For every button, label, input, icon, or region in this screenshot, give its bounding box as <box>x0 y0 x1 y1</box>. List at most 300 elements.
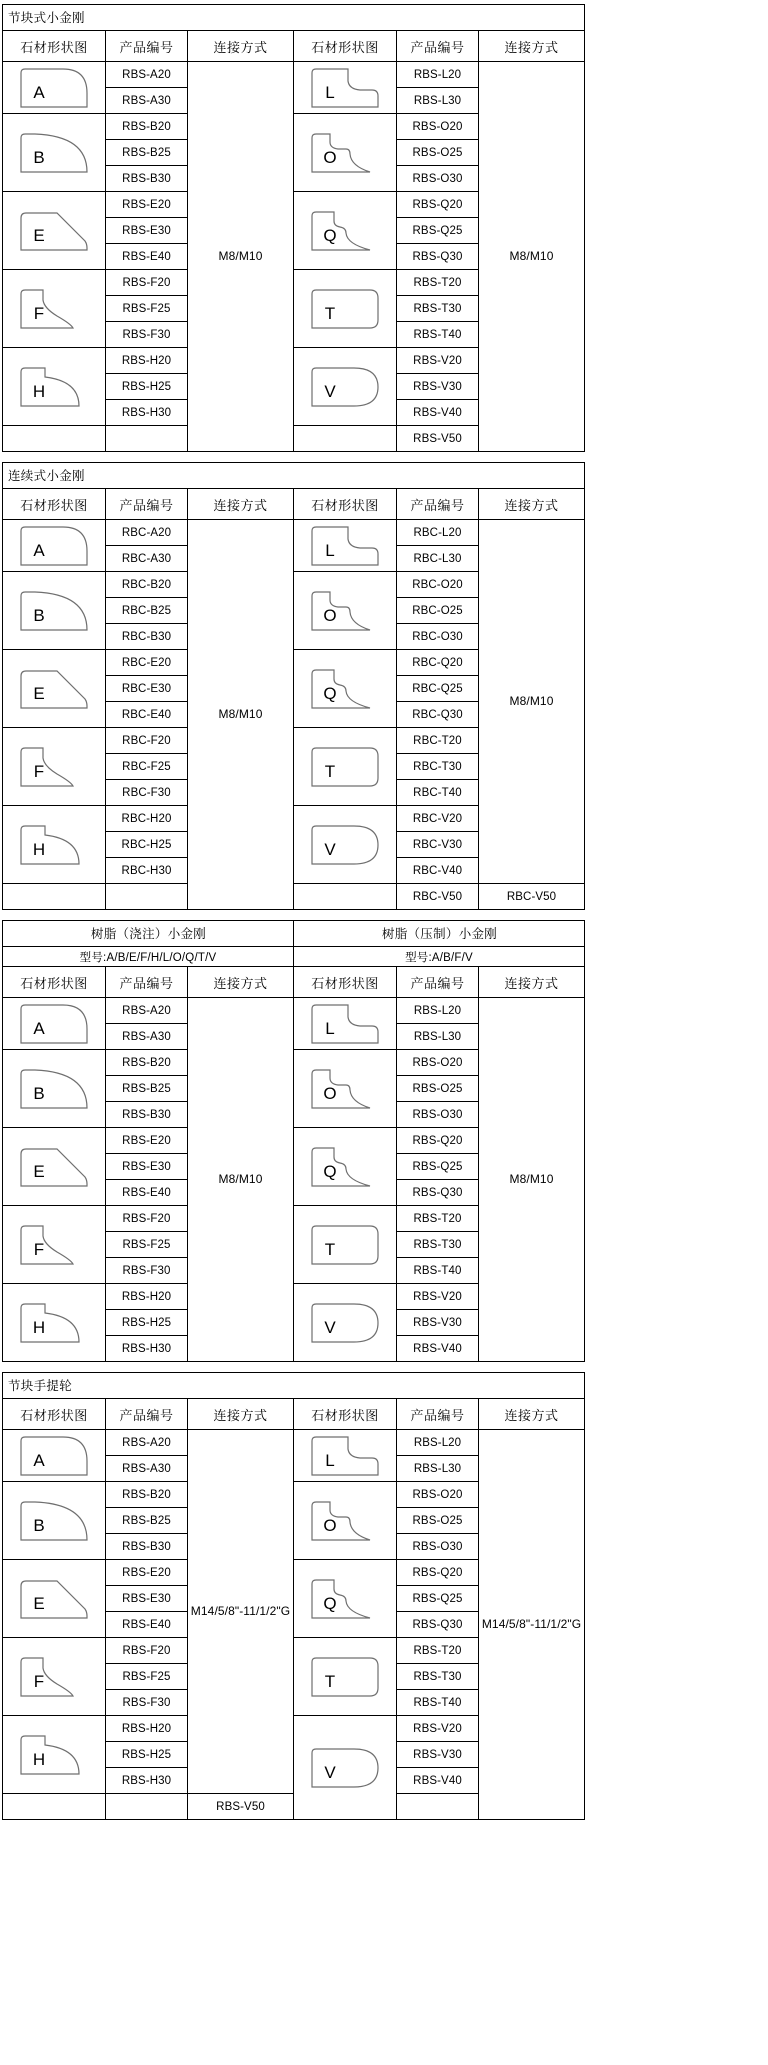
shape-cell-left <box>3 192 106 270</box>
product-code-left: RBC-F30 <box>106 780 188 806</box>
stone-profile-o-icon <box>308 130 382 176</box>
stone-profile-v-icon <box>308 1745 382 1791</box>
product-code-left: RBC-A30 <box>106 546 188 572</box>
product-code-left: RBC-H30 <box>106 858 188 884</box>
connection-right: M8/M10 <box>479 520 585 884</box>
stone-profile-t-icon <box>308 1222 382 1268</box>
product-code-right: RBS-Q30 <box>397 1180 479 1206</box>
product-code-left: RBC-F20 <box>106 728 188 754</box>
shape-cell-right <box>294 114 397 192</box>
product-code-right: RBS-O20 <box>397 1482 479 1508</box>
product-code-left: RBS-E20 <box>106 1560 188 1586</box>
svg-text:B: B <box>33 605 45 625</box>
product-code-left: RBS-F30 <box>106 322 188 348</box>
header-shape-left: 石材形状图 <box>3 1399 106 1430</box>
product-code-left: RBS-B25 <box>106 140 188 166</box>
product-code-right: RBS-T20 <box>397 1638 479 1664</box>
product-code-right: RBC-T20 <box>397 728 479 754</box>
stone-profile-a-icon <box>17 1001 91 1047</box>
stone-profile-e-icon <box>17 1144 91 1190</box>
header-shape-right: 石材形状图 <box>294 1399 397 1430</box>
shape-cell-right <box>294 998 397 1050</box>
product-code-right: RBC-O20 <box>397 572 479 598</box>
svg-text:B: B <box>33 1515 45 1535</box>
header-code-left: 产品编号 <box>106 31 188 62</box>
product-code-right: RBS-L20 <box>397 62 479 88</box>
svg-text:H: H <box>32 839 46 859</box>
stone-profile-b-icon <box>17 1498 91 1544</box>
product-code-left: RBS-E40 <box>106 1180 188 1206</box>
product-code-right: RBS-O30 <box>397 166 479 192</box>
product-code-right: RBS-Q20 <box>397 1560 479 1586</box>
shape-cell-right <box>294 1206 397 1284</box>
product-code-right: RBC-V20 <box>397 806 479 832</box>
product-code-left: RBC-H20 <box>106 806 188 832</box>
product-code-right: RBS-O20 <box>397 114 479 140</box>
product-code-right: RBS-T40 <box>397 1690 479 1716</box>
product-code-right: RBS-V40 <box>397 400 479 426</box>
product-code-left-empty <box>106 1794 188 1820</box>
svg-text:Q: Q <box>323 1593 337 1613</box>
product-code-right: RBS-Q25 <box>397 1154 479 1180</box>
product-code-right: RBS-Q30 <box>397 1612 479 1638</box>
svg-text:Q: Q <box>323 683 337 703</box>
shape-cell-right <box>294 1128 397 1206</box>
svg-text:F: F <box>33 1671 45 1691</box>
header-connection-right: 连接方式 <box>479 967 585 998</box>
product-code-right: RBC-L20 <box>397 520 479 546</box>
shape-cell-left <box>3 884 106 910</box>
svg-text:V: V <box>324 839 336 859</box>
product-code-left: RBC-E20 <box>106 650 188 676</box>
shape-cell-right <box>294 1716 397 1820</box>
product-code-right: RBS-V30 <box>397 1742 479 1768</box>
product-code-right: RBS-Q20 <box>397 192 479 218</box>
header-connection-right: 连接方式 <box>479 489 585 520</box>
shape-cell-left <box>3 348 106 426</box>
shape-cell-left <box>3 998 106 1050</box>
table-subtitle-row <box>3 947 585 967</box>
product-code-right: RBS-L20 <box>397 998 479 1024</box>
header-code-left: 产品编号 <box>106 1399 188 1430</box>
table-title-row <box>3 921 585 947</box>
product-code-left: RBS-B25 <box>106 1076 188 1102</box>
stone-profile-o-icon <box>308 588 382 634</box>
column-header-row <box>3 31 585 62</box>
shape-cell-right <box>294 1050 397 1128</box>
stone-profile-h-icon <box>17 1300 91 1346</box>
product-code-left: RBS-F25 <box>106 1664 188 1690</box>
svg-text:O: O <box>323 147 337 167</box>
svg-text:O: O <box>323 1083 337 1103</box>
product-code-right: RBS-T20 <box>397 270 479 296</box>
product-code-left: RBS-A30 <box>106 1024 188 1050</box>
stone-profile-t-icon <box>308 1654 382 1700</box>
stone-profile-l-icon <box>308 65 382 111</box>
product-code-left: RBS-H30 <box>106 400 188 426</box>
table-title: 连续式小金刚 <box>3 463 585 489</box>
shape-cell-left <box>3 1284 106 1362</box>
header-shape-right: 石材形状图 <box>294 31 397 62</box>
shape-cell-right <box>294 1284 397 1362</box>
table-4 <box>2 1372 585 1820</box>
shape-cell-left <box>3 1128 106 1206</box>
svg-text:E: E <box>33 1593 45 1613</box>
table-title: 节块手提轮 <box>3 1373 585 1399</box>
svg-text:T: T <box>324 1671 336 1691</box>
connection-left: M8/M10 <box>188 520 294 910</box>
shape-cell-right <box>294 1430 397 1482</box>
product-code-left: RBS-B20 <box>106 114 188 140</box>
shape-cell-right <box>294 884 397 910</box>
connection-right: M8/M10 <box>479 62 585 452</box>
connection-right: M14/5/8"-11/1/2"G <box>479 1430 585 1820</box>
table-2 <box>2 462 585 910</box>
stone-profile-l-icon <box>308 1433 382 1479</box>
stone-profile-e-icon <box>17 1576 91 1622</box>
product-code-left: RBS-B30 <box>106 166 188 192</box>
shape-cell-right <box>294 728 397 806</box>
header-connection-right: 连接方式 <box>479 31 585 62</box>
product-code-left: RBS-B30 <box>106 1534 188 1560</box>
product-code-left: RBC-B30 <box>106 624 188 650</box>
svg-text:B: B <box>33 147 45 167</box>
shape-cell-left <box>3 728 106 806</box>
shape-cell-left <box>3 806 106 884</box>
stone-profile-a-icon <box>17 1433 91 1479</box>
svg-text:V: V <box>324 1317 336 1337</box>
product-code-left: RBS-E40 <box>106 244 188 270</box>
header-shape-right: 石材形状图 <box>294 967 397 998</box>
product-code-left: RBC-H25 <box>106 832 188 858</box>
stone-profile-q-icon <box>308 1144 382 1190</box>
header-code-left: 产品编号 <box>106 489 188 520</box>
svg-text:T: T <box>324 303 336 323</box>
product-code-right: RBS-V20 <box>397 1716 479 1742</box>
svg-text:V: V <box>324 1762 336 1782</box>
shape-cell-right <box>294 806 397 884</box>
header-shape-left: 石材形状图 <box>3 31 106 62</box>
table-title: 节块式小金刚 <box>3 5 585 31</box>
connection-right-last: RBC-V50 <box>479 884 585 910</box>
svg-text:E: E <box>33 225 45 245</box>
product-code-left: RBS-H25 <box>106 1742 188 1768</box>
header-connection-left: 连接方式 <box>188 489 294 520</box>
product-code-right: RBC-Q20 <box>397 650 479 676</box>
product-code-left: RBS-F30 <box>106 1690 188 1716</box>
svg-text:E: E <box>33 1161 45 1181</box>
product-code-right: RBC-V30 <box>397 832 479 858</box>
product-code-right: RBS-V30 <box>397 374 479 400</box>
product-code-left: RBS-B20 <box>106 1482 188 1508</box>
header-shape-left: 石材形状图 <box>3 489 106 520</box>
product-code-left: RBS-E30 <box>106 218 188 244</box>
product-code-left: RBC-F25 <box>106 754 188 780</box>
header-connection-left: 连接方式 <box>188 31 294 62</box>
connection-left: M8/M10 <box>188 62 294 452</box>
svg-text:H: H <box>32 381 46 401</box>
product-code-right: RBS-T30 <box>397 1232 479 1258</box>
product-code-left: RBS-B30 <box>106 1102 188 1128</box>
shape-cell-left <box>3 1716 106 1794</box>
table-subtitle-right: 型号:A/B/F/V <box>294 947 585 967</box>
product-code-right: RBS-O25 <box>397 1076 479 1102</box>
product-code-left: RBS-E30 <box>106 1154 188 1180</box>
product-code-left: RBS-E20 <box>106 192 188 218</box>
header-connection-left: 连接方式 <box>188 1399 294 1430</box>
table-row <box>3 520 585 546</box>
svg-text:Q: Q <box>323 1161 337 1181</box>
product-code-right: RBS-V50 <box>188 1794 294 1820</box>
product-code-right: RBS-V40 <box>397 1336 479 1362</box>
shape-cell-right <box>294 348 397 426</box>
product-code-right: RBS-O30 <box>397 1534 479 1560</box>
shape-cell-right <box>294 1482 397 1560</box>
svg-text:F: F <box>33 303 45 323</box>
shape-cell-left <box>3 650 106 728</box>
table-title-row <box>3 5 585 31</box>
stone-profile-v-icon <box>308 822 382 868</box>
product-code-right: RBC-O25 <box>397 598 479 624</box>
svg-text:A: A <box>33 82 45 102</box>
stone-profile-b-icon <box>17 588 91 634</box>
product-code-right: RBS-T30 <box>397 1664 479 1690</box>
header-connection-left: 连接方式 <box>188 967 294 998</box>
stone-profile-v-icon <box>308 364 382 410</box>
column-header-row <box>3 1399 585 1430</box>
product-code-right: RBS-L30 <box>397 1456 479 1482</box>
product-code-left: RBS-A30 <box>106 88 188 114</box>
product-code-left: RBS-A20 <box>106 998 188 1024</box>
product-code-right: RBS-Q25 <box>397 1586 479 1612</box>
svg-text:Q: Q <box>323 225 337 245</box>
product-code-right: RBS-L30 <box>397 1024 479 1050</box>
shape-cell-left <box>3 572 106 650</box>
shape-cell-left <box>3 520 106 572</box>
table-row <box>3 998 585 1024</box>
product-code-left: RBS-H30 <box>106 1336 188 1362</box>
shape-cell-right <box>294 1560 397 1638</box>
header-code-right: 产品编号 <box>397 31 479 62</box>
product-code-left: RBS-B20 <box>106 1050 188 1076</box>
shape-cell-left <box>3 1430 106 1482</box>
table-row <box>3 1430 585 1456</box>
shape-cell-right <box>294 650 397 728</box>
shape-cell-right <box>294 192 397 270</box>
header-connection-right: 连接方式 <box>479 1399 585 1430</box>
product-code-right: RBS-O30 <box>397 1102 479 1128</box>
svg-text:E: E <box>33 683 45 703</box>
product-code-right: RBC-O30 <box>397 624 479 650</box>
table-subtitle-left: 型号:A/B/E/F/H/L/O/Q/T/V <box>3 947 294 967</box>
product-code-right: RBS-T20 <box>397 1206 479 1232</box>
stone-profile-h-icon <box>17 822 91 868</box>
product-code-left: RBS-H25 <box>106 374 188 400</box>
column-header-row <box>3 967 585 998</box>
product-code-left: RBS-A20 <box>106 1430 188 1456</box>
product-code-left: RBS-H20 <box>106 1716 188 1742</box>
shape-cell-left <box>3 62 106 114</box>
stone-profile-q-icon <box>308 666 382 712</box>
table-title-right: 树脂（压制）小金刚 <box>294 921 585 947</box>
header-code-right: 产品编号 <box>397 967 479 998</box>
product-code-right: RBS-Q20 <box>397 1128 479 1154</box>
table-3 <box>2 920 585 1362</box>
product-code-left: RBS-H25 <box>106 1310 188 1336</box>
svg-text:L: L <box>325 1018 335 1038</box>
svg-text:F: F <box>33 761 45 781</box>
shape-cell-right <box>294 270 397 348</box>
product-code-right: RBS-T40 <box>397 322 479 348</box>
table-row <box>3 884 585 910</box>
shape-cell-left <box>3 1050 106 1128</box>
table-title-row <box>3 1373 585 1399</box>
header-code-left: 产品编号 <box>106 967 188 998</box>
header-shape-left: 石材形状图 <box>3 967 106 998</box>
product-code-left: RBS-F20 <box>106 1206 188 1232</box>
stone-profile-e-icon <box>17 208 91 254</box>
product-code-left: RBC-E40 <box>106 702 188 728</box>
stone-profile-e-icon <box>17 666 91 712</box>
product-code-left: RBS-E20 <box>106 1128 188 1154</box>
product-code-right: RBS-Q30 <box>397 244 479 270</box>
product-code-left: RBS-E30 <box>106 1586 188 1612</box>
shape-cell-left <box>3 1560 106 1638</box>
product-code-left: RBC-B25 <box>106 598 188 624</box>
stone-profile-b-icon <box>17 1066 91 1112</box>
product-code-right: RBC-T40 <box>397 780 479 806</box>
product-code-left: RBS-B25 <box>106 1508 188 1534</box>
product-code-left: RBS-F20 <box>106 1638 188 1664</box>
product-code-left: RBS-H20 <box>106 348 188 374</box>
shape-cell-right <box>294 572 397 650</box>
svg-text:L: L <box>325 540 335 560</box>
product-code-right: RBC-V40 <box>397 858 479 884</box>
product-code-left: RBC-B20 <box>106 572 188 598</box>
svg-text:A: A <box>33 540 45 560</box>
header-code-right: 产品编号 <box>397 1399 479 1430</box>
stone-profile-o-icon <box>308 1066 382 1112</box>
product-code-right: RBS-V20 <box>397 1284 479 1310</box>
product-code-left: RBC-A20 <box>106 520 188 546</box>
product-code-right: RBS-T40 <box>397 1258 479 1284</box>
product-code-left: RBS-F25 <box>106 1232 188 1258</box>
shape-cell-right <box>294 62 397 114</box>
product-code-right: RBC-L30 <box>397 546 479 572</box>
product-code-right: RBS-L20 <box>397 1430 479 1456</box>
shape-cell-left <box>3 1638 106 1716</box>
product-code-right: RBS-Q25 <box>397 218 479 244</box>
stone-profile-f-icon <box>17 1654 91 1700</box>
stone-profile-l-icon <box>308 523 382 569</box>
stone-profile-f-icon <box>17 744 91 790</box>
stone-profile-b-icon <box>17 130 91 176</box>
product-code-right: RBS-V50 <box>397 426 479 452</box>
shape-cell-right <box>294 520 397 572</box>
stone-profile-f-icon <box>17 1222 91 1268</box>
shape-cell-left <box>3 270 106 348</box>
shape-cell-left <box>3 426 106 452</box>
table-row <box>3 62 585 88</box>
stone-profile-t-icon <box>308 286 382 332</box>
header-code-right: 产品编号 <box>397 489 479 520</box>
product-code-right: RBS-O20 <box>397 1050 479 1076</box>
svg-text:L: L <box>325 1450 335 1470</box>
stone-profile-a-icon <box>17 523 91 569</box>
product-code-left: RBS-F25 <box>106 296 188 322</box>
table-1 <box>2 4 585 452</box>
product-code-left: RBS-F20 <box>106 270 188 296</box>
product-code-right: RBS-O25 <box>397 140 479 166</box>
connection-right: M8/M10 <box>479 998 585 1362</box>
stone-profile-o-icon <box>308 1498 382 1544</box>
product-code-left: RBS-H20 <box>106 1284 188 1310</box>
svg-text:O: O <box>323 605 337 625</box>
stone-profile-a-icon <box>17 65 91 111</box>
product-code-left: RBS-A30 <box>106 1456 188 1482</box>
product-code-left <box>106 426 188 452</box>
svg-text:L: L <box>325 82 335 102</box>
shape-cell-left <box>3 1206 106 1284</box>
column-header-row <box>3 489 585 520</box>
product-code-right: RBS-T30 <box>397 296 479 322</box>
product-code-left: RBS-A20 <box>106 62 188 88</box>
stone-profile-q-icon <box>308 208 382 254</box>
product-code-left: RBS-H30 <box>106 1768 188 1794</box>
svg-text:B: B <box>33 1083 45 1103</box>
stone-profile-h-icon <box>17 364 91 410</box>
product-code-left <box>106 884 188 910</box>
product-code-right: RBC-T30 <box>397 754 479 780</box>
shape-cell-right <box>294 1638 397 1716</box>
connection-left: M8/M10 <box>188 998 294 1362</box>
product-code-right: RBC-Q25 <box>397 676 479 702</box>
stone-profile-l-icon <box>308 1001 382 1047</box>
product-code-right: RBC-V50 <box>397 884 479 910</box>
shape-cell-right <box>294 426 397 452</box>
table-title-row <box>3 463 585 489</box>
product-code-right: RBS-V30 <box>397 1310 479 1336</box>
svg-text:H: H <box>32 1317 46 1337</box>
connection-left: M14/5/8"-11/1/2"G <box>188 1430 294 1794</box>
table-title-left: 树脂（浇注）小金刚 <box>3 921 294 947</box>
stone-profile-h-icon <box>17 1732 91 1778</box>
header-shape-right: 石材形状图 <box>294 489 397 520</box>
svg-text:A: A <box>33 1450 45 1470</box>
product-code-left: RBC-E30 <box>106 676 188 702</box>
product-code-left: RBS-E40 <box>106 1612 188 1638</box>
stone-profile-t-icon <box>308 744 382 790</box>
svg-text:O: O <box>323 1515 337 1535</box>
svg-text:V: V <box>324 381 336 401</box>
product-code-right: RBS-O25 <box>397 1508 479 1534</box>
shape-cell-left <box>3 114 106 192</box>
product-code-right: RBS-V20 <box>397 348 479 374</box>
product-code-right: RBS-V40 <box>397 1768 479 1794</box>
product-code-right: RBS-L30 <box>397 88 479 114</box>
svg-text:T: T <box>324 1239 336 1259</box>
product-code-left: RBS-F30 <box>106 1258 188 1284</box>
svg-text:F: F <box>33 1239 45 1259</box>
svg-text:T: T <box>324 761 336 781</box>
product-code-right: RBC-Q30 <box>397 702 479 728</box>
shape-cell-left-empty <box>3 1794 106 1820</box>
shape-cell-left <box>3 1482 106 1560</box>
stone-profile-f-icon <box>17 286 91 332</box>
stone-profile-v-icon <box>308 1300 382 1346</box>
svg-text:H: H <box>32 1749 46 1769</box>
svg-text:A: A <box>33 1018 45 1038</box>
